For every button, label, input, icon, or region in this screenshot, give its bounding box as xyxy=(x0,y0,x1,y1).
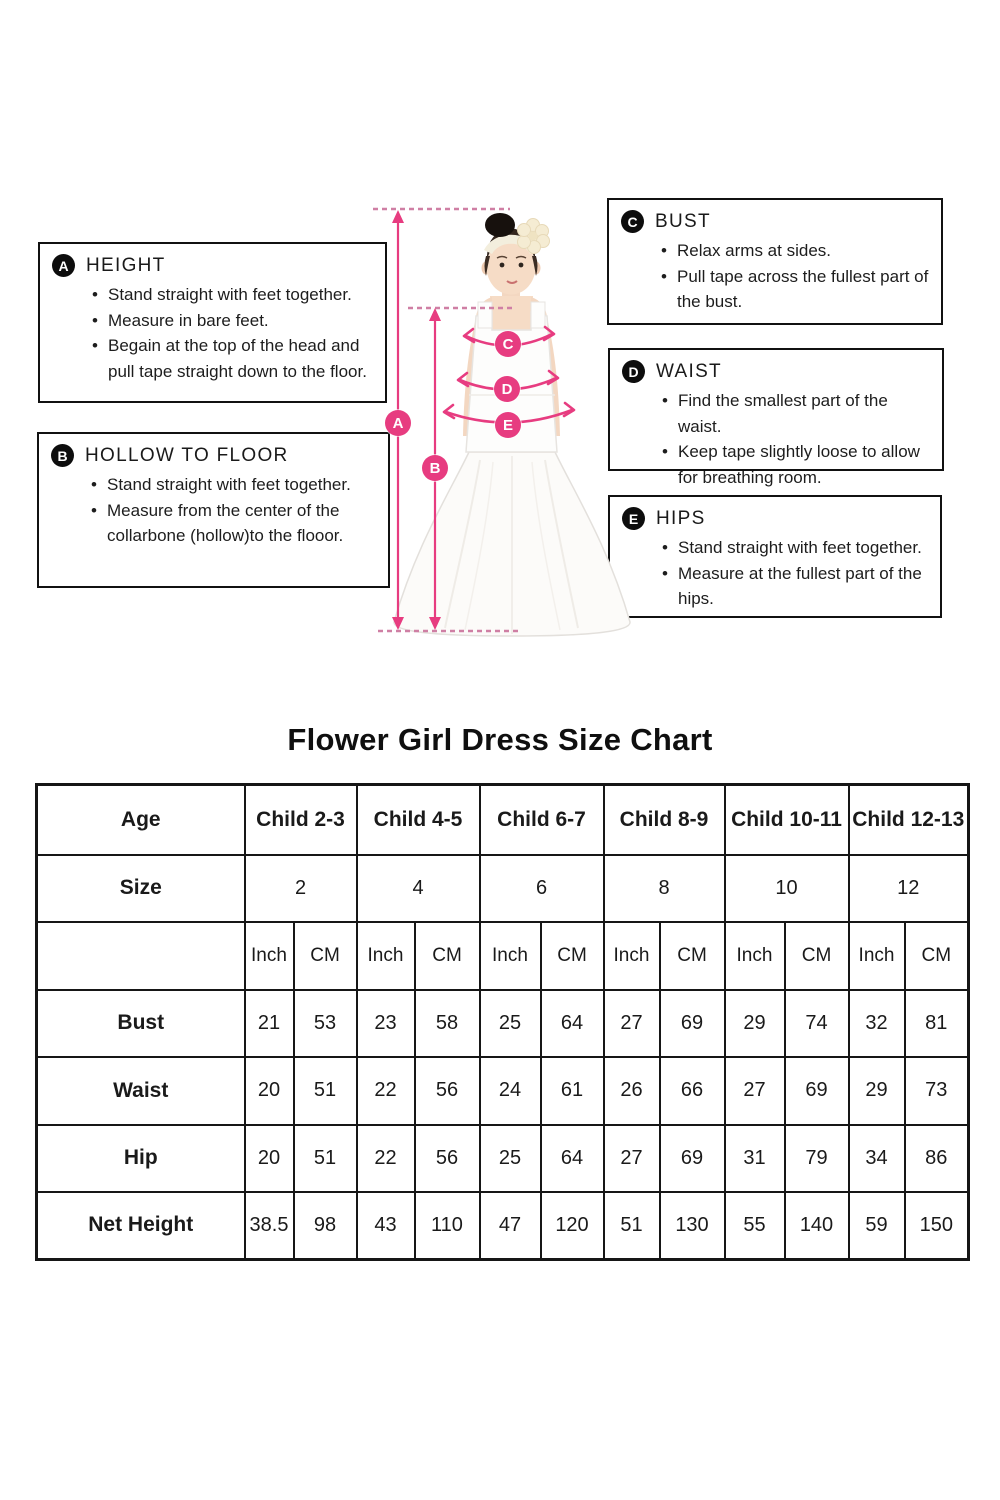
cell: 69 xyxy=(785,1057,849,1125)
instruction-title-hips: HIPS xyxy=(656,507,706,529)
table-row-units xyxy=(37,922,969,990)
size-value: 8 xyxy=(604,855,725,922)
size-value: 12 xyxy=(849,855,969,922)
size-value: 6 xyxy=(480,855,604,922)
cell: 23 xyxy=(357,990,415,1057)
instruction-bullet: • Relax arms at sides. xyxy=(661,238,933,264)
cell: 73 xyxy=(905,1057,969,1125)
instruction-header xyxy=(621,210,933,233)
unit-header: Inch xyxy=(725,922,785,990)
cell: 32 xyxy=(849,990,905,1057)
cell: 22 xyxy=(357,1125,415,1192)
instruction-header xyxy=(52,254,377,277)
cell: 81 xyxy=(905,990,969,1057)
cell: 51 xyxy=(604,1192,660,1260)
hip-arrow-right-icon xyxy=(564,403,574,416)
cell: 43 xyxy=(357,1192,415,1260)
age-col-header: Child 4-5 xyxy=(357,785,480,855)
instruction-bullet: • Measure from the center of the collarbone (hollow)to the flooor. xyxy=(91,498,380,549)
instruction-title-bust: BUST xyxy=(655,210,711,232)
instruction-header xyxy=(51,444,380,467)
cell: 55 xyxy=(725,1192,785,1260)
age-col-header: Child 12-13 xyxy=(849,785,969,855)
cell: 98 xyxy=(294,1192,357,1260)
cell: 29 xyxy=(849,1057,905,1125)
instruction-bullet: • Measure in bare feet. xyxy=(92,308,377,334)
instruction-list xyxy=(662,388,934,490)
cell: 58 xyxy=(415,990,480,1057)
cell: 34 xyxy=(849,1125,905,1192)
unit-header: CM xyxy=(905,922,969,990)
instruction-title-hollow: HOLLOW TO FLOOR xyxy=(85,444,289,466)
unit-header: Inch xyxy=(480,922,541,990)
cell: 47 xyxy=(480,1192,541,1260)
unit-header: CM xyxy=(294,922,357,990)
table-row-net-height xyxy=(37,1192,969,1260)
instruction-bullet: • Keep tape slightly loose to allow for breathing room. xyxy=(662,439,934,490)
table-row-bust xyxy=(37,990,969,1057)
cell: 38.5 xyxy=(245,1192,294,1260)
instruction-title-height: HEIGHT xyxy=(86,254,166,276)
letter-e-badge: E xyxy=(622,507,645,530)
cell: 21 xyxy=(245,990,294,1057)
table-row-waist xyxy=(37,1057,969,1125)
page-title: Flower Girl Dress Size Chart xyxy=(287,722,713,757)
unit-header: Inch xyxy=(849,922,905,990)
age-row-label: Age xyxy=(37,785,245,855)
letter-a-badge: A xyxy=(52,254,75,277)
cell: 25 xyxy=(480,1125,541,1192)
instruction-title-waist: WAIST xyxy=(656,360,722,382)
hip-arrow-left-icon xyxy=(444,405,454,418)
age-col-header: Child 8-9 xyxy=(604,785,725,855)
cell: 86 xyxy=(905,1125,969,1192)
cell: 20 xyxy=(245,1125,294,1192)
cell: 150 xyxy=(905,1192,969,1260)
measure-row-label: Bust xyxy=(37,990,245,1057)
cell: 29 xyxy=(725,990,785,1057)
empty-cell xyxy=(37,922,245,990)
cell: 31 xyxy=(725,1125,785,1192)
instruction-header xyxy=(622,507,932,530)
instruction-box-bust xyxy=(607,198,943,325)
instruction-list xyxy=(662,535,932,612)
instruction-box-waist xyxy=(608,348,944,487)
unit-header: CM xyxy=(541,922,604,990)
unit-header: Inch xyxy=(357,922,415,990)
figure-marker-a: A xyxy=(385,410,411,436)
figure-marker-b: B xyxy=(422,455,448,481)
age-col-header: Child 6-7 xyxy=(480,785,604,855)
instruction-list xyxy=(91,472,380,549)
cell: 27 xyxy=(604,1125,660,1192)
cell: 56 xyxy=(415,1125,480,1192)
cell: 69 xyxy=(660,1125,725,1192)
cell: 74 xyxy=(785,990,849,1057)
cell: 51 xyxy=(294,1125,357,1192)
instruction-bullet: • Begain at the top of the head and pull tape straight down to the floor. xyxy=(92,333,377,384)
letter-c-badge: C xyxy=(621,210,644,233)
cell: 25 xyxy=(480,990,541,1057)
cell: 69 xyxy=(660,990,725,1057)
instruction-box-hollow-to-floor xyxy=(37,432,390,588)
instruction-bullet: • Stand straight with feet together. xyxy=(662,535,932,561)
cell: 120 xyxy=(541,1192,604,1260)
cell: 66 xyxy=(660,1057,725,1125)
cell: 53 xyxy=(294,990,357,1057)
instruction-box-hips xyxy=(608,495,942,618)
cell: 26 xyxy=(604,1057,660,1125)
size-value: 2 xyxy=(245,855,357,922)
cell: 27 xyxy=(725,1057,785,1125)
age-col-header: Child 2-3 xyxy=(245,785,357,855)
instruction-bullet: • Stand straight with feet together. xyxy=(91,472,380,498)
cell: 61 xyxy=(541,1057,604,1125)
instruction-bullet: • Measure at the fullest part of the hips. xyxy=(662,561,932,612)
figure-marker-d: D xyxy=(494,376,520,402)
measure-row-label: Waist xyxy=(37,1057,245,1125)
cell: 79 xyxy=(785,1125,849,1192)
cell: 24 xyxy=(480,1057,541,1125)
figure-marker-e: E xyxy=(495,412,521,438)
instruction-list xyxy=(92,282,377,384)
measure-row-label: Hip xyxy=(37,1125,245,1192)
cell: 110 xyxy=(415,1192,480,1260)
unit-header: Inch xyxy=(604,922,660,990)
cell: 22 xyxy=(357,1057,415,1125)
cell: 64 xyxy=(541,990,604,1057)
size-value: 4 xyxy=(357,855,480,922)
cell: 27 xyxy=(604,990,660,1057)
instruction-header xyxy=(622,360,934,383)
size-value: 10 xyxy=(725,855,849,922)
table-row-size xyxy=(37,855,969,922)
instruction-bullet: • Stand straight with feet together. xyxy=(92,282,377,308)
cell: 56 xyxy=(415,1057,480,1125)
instruction-list xyxy=(661,238,933,315)
cell: 59 xyxy=(849,1192,905,1260)
cell: 64 xyxy=(541,1125,604,1192)
size-row-label: Size xyxy=(37,855,245,922)
cell: 51 xyxy=(294,1057,357,1125)
unit-header: CM xyxy=(785,922,849,990)
instruction-bullet: • Find the smallest part of the waist. xyxy=(662,388,934,439)
instruction-box-height xyxy=(38,242,387,403)
measure-row-label: Net Height xyxy=(37,1192,245,1260)
letter-d-badge: D xyxy=(622,360,645,383)
figure-marker-c: C xyxy=(495,331,521,357)
cell: 130 xyxy=(660,1192,725,1260)
letter-b-badge: B xyxy=(51,444,74,467)
size-table xyxy=(35,783,970,1261)
table-row-hip xyxy=(37,1125,969,1192)
unit-header: CM xyxy=(415,922,480,990)
unit-header: CM xyxy=(660,922,725,990)
cell: 20 xyxy=(245,1057,294,1125)
age-col-header: Child 10-11 xyxy=(725,785,849,855)
instruction-bullet: • Pull tape across the fullest part of the bust. xyxy=(661,264,933,315)
unit-header: Inch xyxy=(245,922,294,990)
table-row-age xyxy=(37,785,969,855)
cell: 140 xyxy=(785,1192,849,1260)
